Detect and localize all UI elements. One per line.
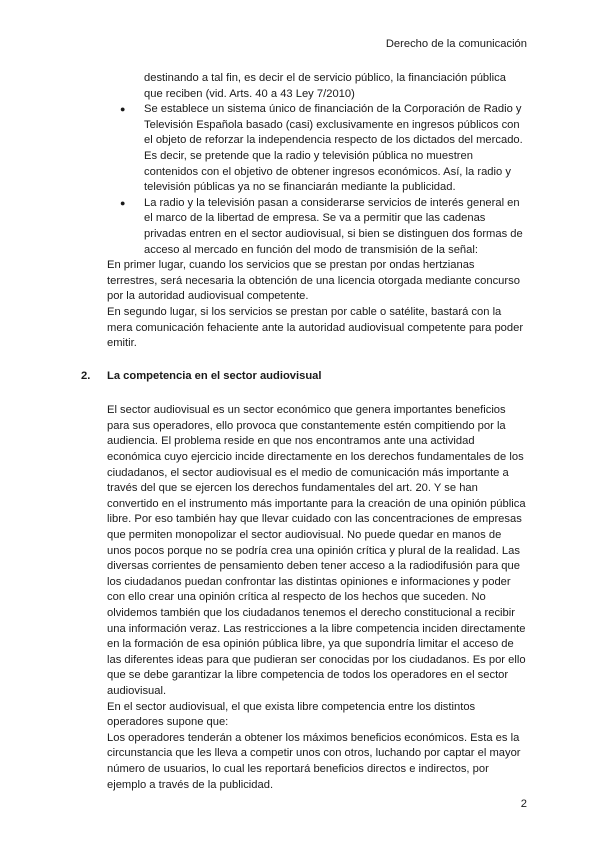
section-heading (81, 369, 527, 385)
paragraph: El sector audiovisual es un sector económico que genera importantes beneficios para sus operadores, ello provoca que constantemente estén compitiendo por la audiencia. El problema reside en que nos encontramos ante una actividad económica cuyo ejercicio incide directamente en los derechos fundamentales de los ciudadanos, el sector audiovisual es el medio de comunicación más importante a través del que se ejercen los derechos fundamentales del art. 20. Y se han convertido en el instrumento más importante para la creación de una opinión pública libre. Por eso también hay que llevar cuidado con las concentraciones de empresas que permiten monopolizar el sector audiovisual. No puede quedar en manos de unos pocos porque no se podría crea una opinión crítica y plural de la realidad. Las diversas corrientes de pensamiento deben tener acceso a la radiodifusión para que los ciudadanos puedan confrontar las distintas opiniones e informaciones y poder con ello crear una opinión crítica al respecto de los hechos que suceden. No olvidemos también que los ciudadanos tenemos el derecho constitucional a recibir una información veraz. Las restricciones a la libre competencia inciden directamente en la formación de esa opinión pública libre, ya que supondría limitar el acceso de las diferentes ideas para que pudieran ser conocidas por los ciudadanos. Es por ello que se debe garantizar la libre competencia de todos los operadores en el sector audiovisual. (107, 404, 526, 697)
list-item (120, 102, 527, 196)
paragraph: En primer lugar, cuando los servicios que se prestan por ondas hertzianas terrestres, será necesaria la obtención de una licencia otorgada mediante concurso por la autoridad audiovisual competente. (107, 259, 520, 303)
section-number: 2. (81, 369, 91, 382)
paragraph: En segundo lugar, si los servicios se prestan por cable o satélite, bastará con la mera comunicación fehaciente ante la autoridad audiovisual competente para poder emitir. (107, 305, 524, 350)
document-body (81, 71, 527, 793)
list-item (120, 196, 527, 258)
paragraph: Los operadores tenderán a obtener los máximos beneficios económicos. Esta es la circunstancia que les lleva a competir unos con otros, luchando por captar el mayor número de usuarios, lo cual les reportará beneficios directos e indirectos, por ejemplo a través de la publicidad. (107, 731, 521, 791)
bullet-text: La radio y la televisión pasan a considerarse servicios de interés general en el marco de la libertad de empresa. Se va a permitir que las cadenas privadas entren en el sector audiovisual, si bien se distinguen dos formas de acceso al mercado en función del modo de transmisión de la señal: (144, 196, 523, 256)
bullet-list (107, 102, 527, 258)
section-title: La competencia en el sector audiovisual (107, 369, 322, 382)
bullet-text: Se establece un sistema único de financiación de la Corporación de Radio y Televisión Española basado (casi) exclusivamente en ingresos públicos con el objeto de reforzar la independencia respecto de los dictados del mercado. Es decir, se pretende que la radio y televisión pública no muestren contenidos con el objetivo de obtener ingresos económicos. Así, la radio y televisión públicas ya no se financiarán mediante la publicidad. (144, 103, 523, 194)
paragraph: En el sector audiovisual, el que exista libre competencia entre los distintos operadores supone que: (107, 700, 476, 729)
bullet-icon: ● (120, 197, 126, 208)
page-number: 2 (520, 798, 527, 810)
running-header: Derecho de la comunicación (385, 38, 527, 50)
bullet-icon: ● (120, 104, 126, 115)
bullet-continuation-text: destinando a tal fin, es decir el de servicio público, la financiación pública que reciben (vid. Arts. 40 a 43 Ley 7/2010) (144, 72, 506, 100)
